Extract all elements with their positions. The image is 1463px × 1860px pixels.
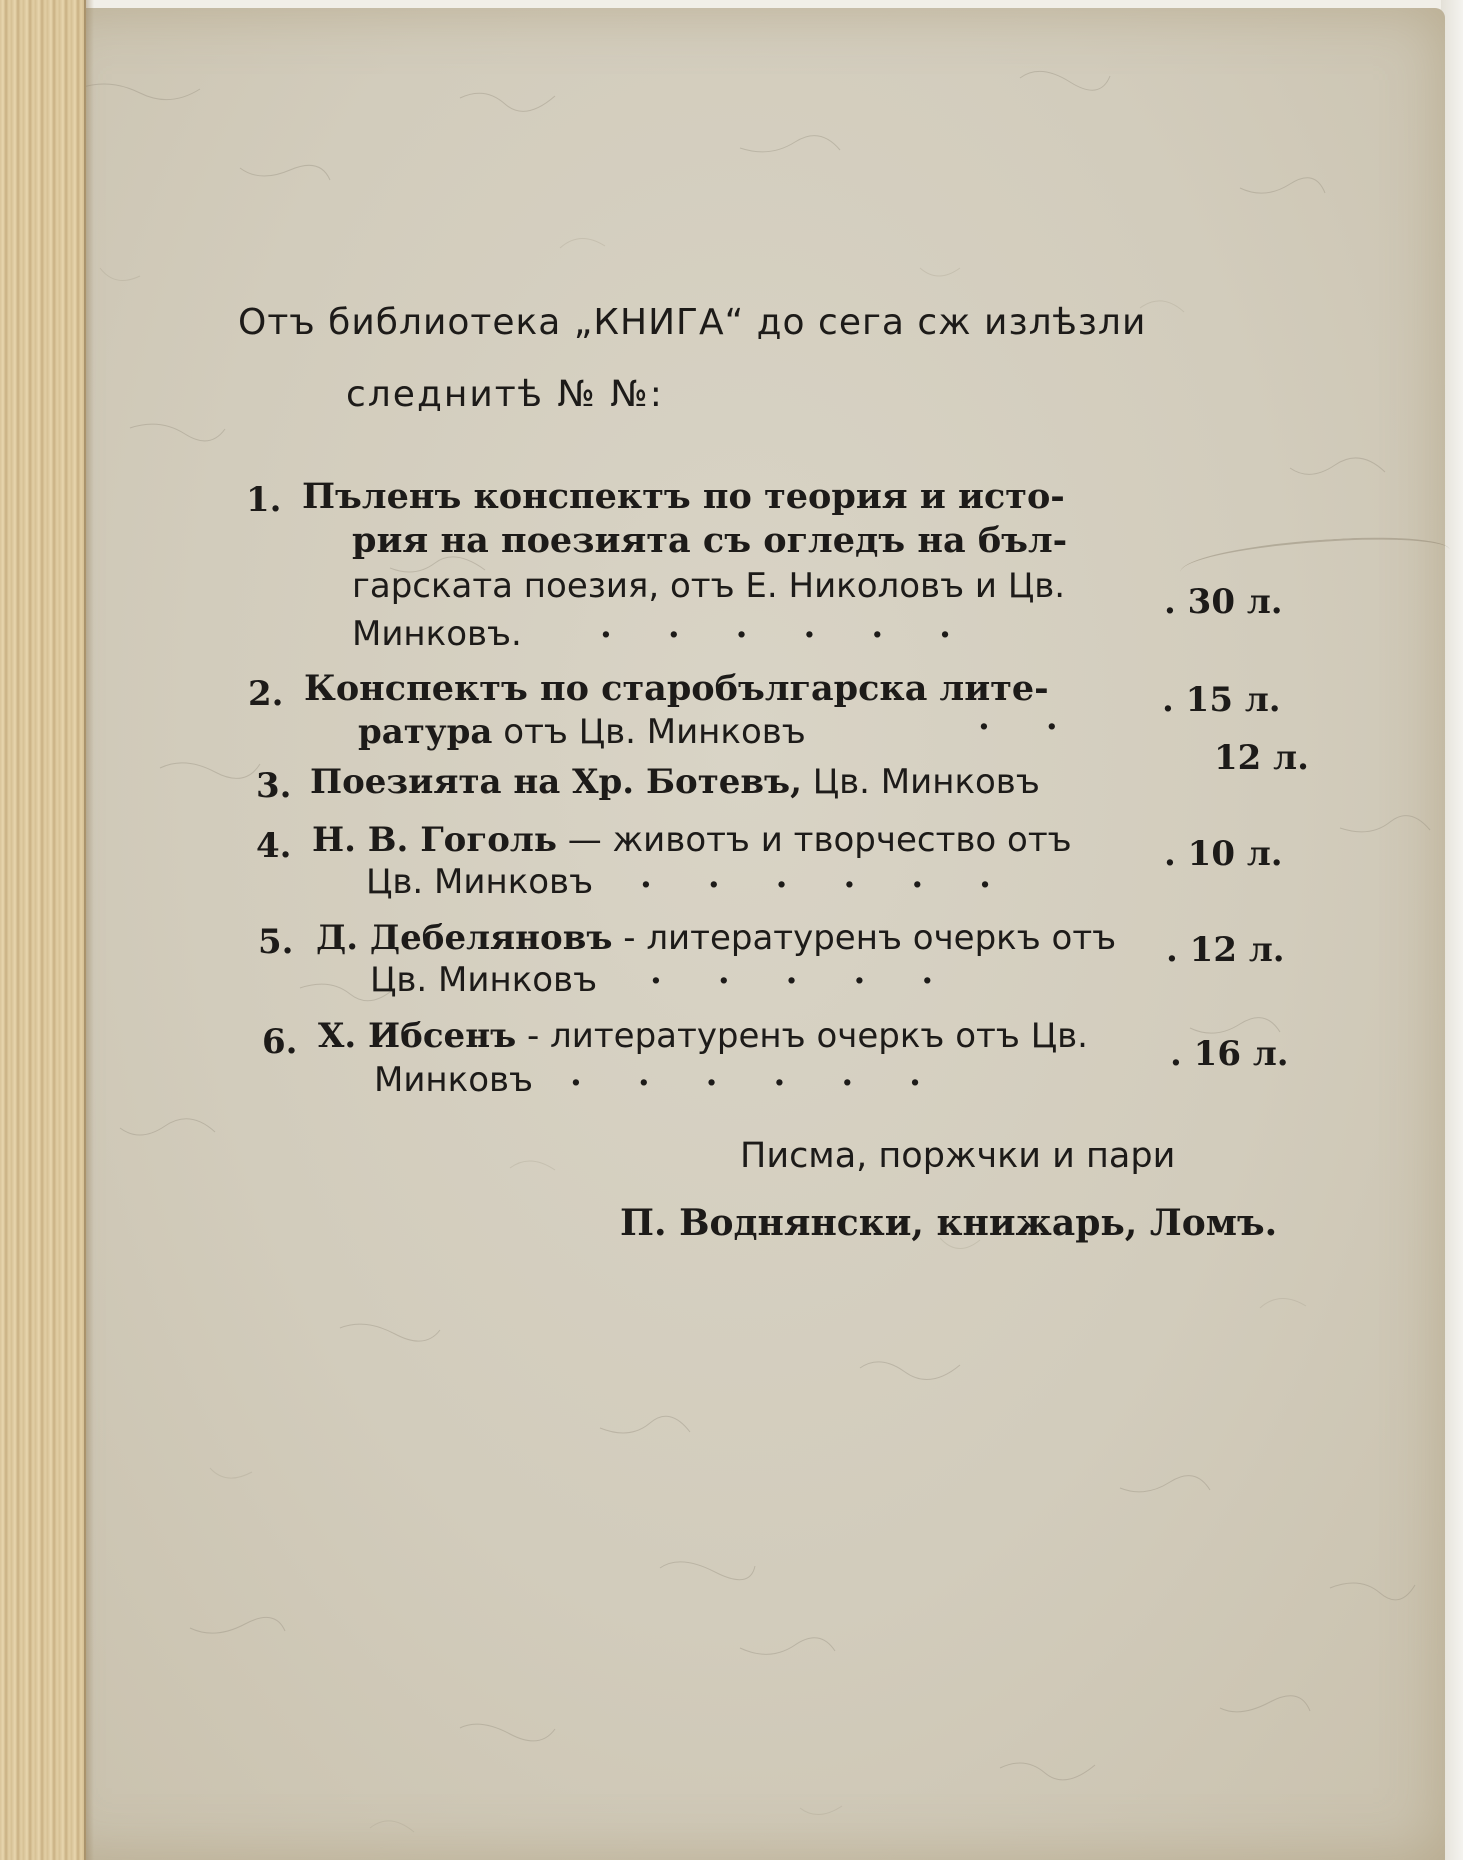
entry-title-plain: - литературенъ очеркъ отъ — [612, 918, 1117, 958]
entry-title-bold: Поезията на Хр. Ботевъ, — [310, 762, 802, 802]
entry-title-line — [310, 762, 1040, 802]
leader-dots: .. — [978, 698, 1114, 738]
entry-number: 4. — [256, 826, 292, 866]
entry-title-line — [370, 960, 597, 1000]
footer-publisher: П. Воднянски, книжарь, Ломъ. — [620, 1202, 1278, 1244]
leader-dots: ...... — [600, 606, 1008, 646]
entry-title-bold: Х. Ибсенъ — [318, 1016, 517, 1056]
entry-number: 6. — [262, 1022, 298, 1062]
entry-title-plain: Минковъ. — [352, 614, 522, 654]
entry-title-line — [318, 1016, 1088, 1056]
entry-title-plain: Цв. Минковъ — [366, 862, 594, 902]
entry-title-bold: Д. Дебеляновъ — [316, 918, 613, 958]
entry-title-plain: отъ Цв. Минковъ — [492, 712, 806, 752]
entry-price: 12 л. — [1214, 738, 1309, 778]
intro-line-1: Отъ библиотека „КНИГА“ до сега сж излѣзли — [238, 302, 1147, 343]
entry-title-line — [352, 566, 1065, 606]
entry-title-plain: — животъ и творчество отъ — [556, 820, 1072, 860]
entry-title-line — [374, 1060, 533, 1100]
entry-title-line — [304, 668, 1049, 709]
leader-dots: ...... — [640, 856, 1048, 896]
entry-title-bold: Пъленъ конспектъ по теория и исто- — [302, 476, 1065, 517]
entry-price: . 15 л. — [1162, 680, 1281, 720]
leader-dots: ..... — [650, 952, 990, 992]
entry-title-bold: ратура — [358, 712, 493, 752]
entry-title-line — [312, 820, 1072, 860]
entry-number: 3. — [256, 766, 292, 806]
entry-title-plain: Цв. Минковъ — [370, 960, 598, 1000]
entry-title-line — [352, 520, 1067, 561]
leader-dots: ...... — [570, 1054, 978, 1094]
entry-title-bold: Н. В. Гоголь — [312, 820, 557, 860]
entry-title-plain: гарската поезия, отъ Е. Николовъ и Цв. — [352, 566, 1066, 606]
entry-title-plain: Минковъ — [374, 1060, 534, 1100]
entry-price: . 30 л. — [1164, 582, 1283, 622]
entry-title-line — [358, 712, 806, 752]
entry-title-line — [352, 614, 522, 654]
entry-number: 1. — [246, 480, 282, 520]
intro-line-2: следнитѣ № №: — [346, 374, 664, 415]
entry-title-bold: рия на поезията съ огледъ на бъл- — [352, 520, 1068, 561]
entry-price: . 10 л. — [1164, 834, 1283, 874]
entry-number: 5. — [258, 922, 294, 962]
entry-title-plain: - литературенъ очеркъ отъ Цв. — [516, 1016, 1088, 1056]
entry-title-line — [302, 476, 1065, 517]
entry-price: . 16 л. — [1170, 1034, 1289, 1074]
entry-title-line — [366, 862, 593, 902]
entry-price: . 12 л. — [1166, 930, 1285, 970]
entry-title-bold: Конспектъ по старобългарска лите- — [304, 668, 1049, 709]
entry-title-plain: Цв. Минковъ — [801, 762, 1040, 802]
entry-number: 2. — [248, 674, 284, 714]
footer-line-1: Писма, поржчки и пари — [740, 1136, 1176, 1176]
